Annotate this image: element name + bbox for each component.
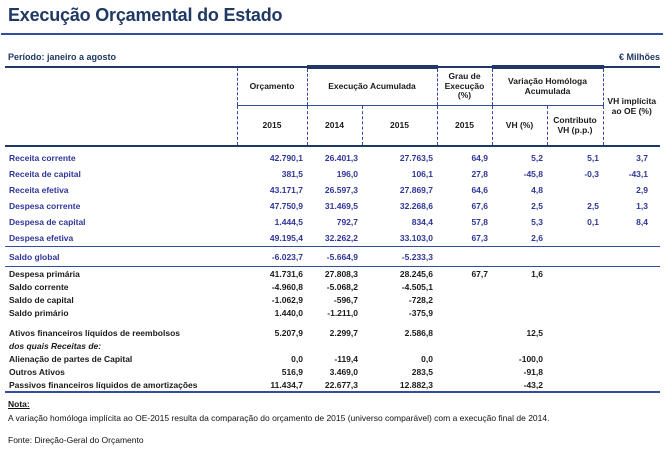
header-orcamento: Orçamento	[237, 67, 307, 106]
cell-execucao-2015: -5.233,3	[362, 247, 437, 267]
cell-orcamento-2015: -6.023,7	[237, 247, 307, 267]
cell-vh-implicita-oe	[603, 267, 660, 281]
cell-grau-execucao-2015	[437, 247, 492, 267]
cell-execucao-2015: 106,1	[411, 169, 433, 179]
cell-execucao-2015: 27.763,5	[399, 153, 433, 163]
spacer-row	[5, 319, 660, 326]
header-exec-2015: 2015	[362, 106, 437, 147]
cell-execucao-2015: 33.103,0	[399, 233, 433, 243]
cell-grau-execucao-2015	[437, 339, 492, 352]
cell-grau-execucao-2015: 57,8	[471, 217, 488, 227]
table-row	[5, 247, 660, 267]
cell-contributo-vh	[547, 182, 603, 198]
cell-execucao-2015	[362, 339, 437, 352]
cell-execucao-2015: -728,2	[408, 294, 433, 305]
cell-grau-execucao-2015	[437, 326, 492, 339]
cell-orcamento-2015: -1.062,9	[271, 294, 303, 305]
header-empty-cell	[5, 106, 237, 147]
cell-execucao-2015: -375,9	[408, 307, 433, 318]
cell-execucao-2014: 196,0	[336, 169, 358, 179]
cell-vh-implicita-oe	[603, 326, 660, 339]
cell-grau-execucao-2015	[437, 280, 492, 293]
cell-execucao-2014: -1.211,0	[327, 307, 358, 318]
table-header	[5, 67, 660, 146]
cell-vh-pct: -43,2	[492, 378, 547, 392]
page-title: Execução Orçamental do Estado	[8, 5, 283, 25]
table-row	[5, 293, 660, 306]
cell-grau-execucao-2015	[437, 306, 492, 319]
cell-vh-implicita-oe	[603, 365, 660, 378]
cell-vh-implicita-oe	[603, 293, 660, 306]
table-row	[5, 326, 660, 339]
header-empty-cell	[5, 67, 237, 106]
cell-vh-pct: 4,8	[531, 185, 543, 195]
cell-vh-pct: -100,0	[518, 353, 543, 364]
row-label: Despesa efetiva	[9, 233, 74, 243]
table-row	[5, 150, 660, 166]
cell-contributo-vh: 0,1	[587, 217, 599, 227]
header-execucao-acumulada: Execução Acumulada	[307, 67, 437, 106]
cell-contributo-vh	[547, 230, 603, 247]
cell-grau-execucao-2015	[437, 365, 492, 378]
table-row	[5, 280, 660, 293]
cell-execucao-2014: -596,7	[333, 294, 358, 305]
cell-execucao-2014: 32.262,2	[324, 233, 358, 243]
cell-vh-implicita-oe: -43,1	[628, 169, 648, 179]
cell-orcamento-2015: 381,5	[281, 169, 303, 179]
row-label: Despesa primária	[9, 268, 80, 279]
cell-vh-implicita-oe	[603, 247, 660, 267]
row-label: Receita corrente	[9, 153, 76, 163]
cell-execucao-2015: 283,5	[411, 366, 433, 377]
table-row	[5, 306, 660, 319]
header-grau-year: 2015	[437, 106, 492, 147]
cell-execucao-2014	[307, 339, 362, 352]
cell-execucao-2015: 2.586,8	[404, 327, 433, 338]
nota-text: A variação homóloga implícita ao OE-2015 resulta da comparação do orçamento de 2015 (universo comparável) com a execução final de 2014.	[8, 413, 550, 423]
table-row	[5, 166, 660, 182]
cell-execucao-2014: 22.677,3	[307, 378, 362, 392]
row-label: Receita efetiva	[9, 185, 69, 195]
table-body	[5, 146, 660, 392]
header-vh-pct: VH (%)	[492, 106, 547, 147]
table-row	[5, 352, 660, 365]
cell-vh-pct: 1,6	[531, 268, 543, 279]
header-variacao-homologa: Variação Homóloga Acumulada	[492, 67, 603, 106]
cell-grau-execucao-2015	[437, 352, 492, 365]
cell-orcamento-2015	[237, 339, 307, 352]
cell-vh-pct: -45,8	[523, 169, 543, 179]
budget-table	[5, 65, 660, 393]
cell-vh-pct	[492, 339, 547, 352]
cell-orcamento-2015: 11.434,7	[237, 378, 307, 392]
cell-contributo-vh	[547, 365, 603, 378]
cell-contributo-vh	[547, 326, 603, 339]
cell-vh-pct: 2,6	[531, 233, 543, 243]
cell-vh-implicita-oe: 8,4	[636, 217, 648, 227]
cell-contributo-vh	[547, 280, 603, 293]
table-row	[5, 198, 660, 214]
row-label: Saldo primário	[9, 307, 69, 318]
cell-execucao-2014: 26.597,3	[324, 185, 358, 195]
cell-grau-execucao-2015: 67,6	[471, 201, 488, 211]
table-row	[5, 365, 660, 378]
cell-vh-pct	[492, 293, 547, 306]
cell-vh-implicita-oe: 3,7	[636, 153, 648, 163]
cell-vh-implicita-oe	[603, 352, 660, 365]
cell-grau-execucao-2015	[437, 293, 492, 306]
header-grau-execucao: Grau de Execução (%)	[437, 67, 492, 106]
units-label: € Milhões	[618, 52, 660, 62]
cell-vh-implicita-oe	[603, 339, 660, 352]
cell-vh-implicita-oe: 1,3	[636, 201, 648, 211]
cell-contributo-vh: 5,1	[587, 153, 599, 163]
cell-execucao-2015: 27.869,7	[399, 185, 433, 195]
cell-orcamento-2015: 0,0	[291, 353, 303, 364]
title-rule	[1, 33, 663, 35]
header-exec-2014: 2014	[307, 106, 362, 147]
cell-orcamento-2015: 5.207,9	[274, 327, 303, 338]
cell-orcamento-2015: -4.960,8	[271, 281, 303, 292]
cell-execucao-2014: -5.068,2	[326, 281, 358, 292]
cell-orcamento-2015: 41.731,6	[269, 268, 303, 279]
cell-execucao-2014: 2.299,7	[329, 327, 358, 338]
row-label: Passivos financeiros líquidos de amortizações	[5, 378, 237, 392]
cell-contributo-vh	[547, 267, 603, 281]
cell-vh-pct: 5,2	[531, 153, 543, 163]
row-label: dos quais Receitas de:	[9, 340, 102, 351]
cell-contributo-vh	[547, 247, 603, 267]
table-row	[5, 378, 660, 392]
period-label: Período: janeiro a agosto	[8, 52, 117, 62]
cell-execucao-2015: -4.505,1	[401, 281, 433, 292]
period-bar	[8, 52, 660, 62]
cell-vh-implicita-oe	[603, 230, 660, 247]
cell-contributo-vh	[547, 306, 603, 319]
cell-execucao-2015: 0,0	[421, 353, 433, 364]
cell-orcamento-2015: 1.440,0	[274, 307, 303, 318]
cell-execucao-2014: 31.469,5	[324, 201, 358, 211]
cell-execucao-2014: -5.664,9	[307, 247, 362, 267]
table-row	[5, 182, 660, 198]
table-row	[5, 339, 660, 352]
cell-grau-execucao-2015	[437, 378, 492, 392]
cell-orcamento-2015: 49.195,4	[269, 233, 303, 243]
table-row	[5, 230, 660, 247]
cell-grau-execucao-2015: 27,8	[471, 169, 488, 179]
row-label: Ativos financeiros líquidos de reembolsos	[9, 327, 180, 338]
row-label: Saldo global	[5, 247, 237, 267]
cell-execucao-2014: 26.401,3	[324, 153, 358, 163]
header-orcamento-year: 2015	[237, 106, 307, 147]
cell-vh-pct: 12,5	[526, 327, 543, 338]
row-label: Alienação de partes de Capital	[9, 353, 133, 364]
row-label: Saldo de capital	[9, 294, 74, 305]
cell-execucao-2015: 12.882,3	[362, 378, 437, 392]
cell-execucao-2014: 27.808,3	[324, 268, 358, 279]
cell-vh-implicita-oe	[603, 280, 660, 293]
cell-execucao-2015: 834,4	[411, 217, 433, 227]
cell-vh-implicita-oe: 2,9	[636, 185, 648, 195]
cell-orcamento-2015: 42.790,1	[269, 153, 303, 163]
cell-contributo-vh	[547, 378, 603, 392]
cell-contributo-vh: -0,3	[584, 169, 599, 179]
cell-execucao-2014: 3.469,0	[329, 366, 358, 377]
row-label: Despesa de capital	[9, 217, 86, 227]
cell-execucao-2015: 28.245,6	[399, 268, 433, 279]
cell-grau-execucao-2015: 64,6	[471, 185, 488, 195]
row-label: Receita de capital	[9, 169, 81, 179]
row-label: Saldo corrente	[9, 281, 69, 292]
cell-vh-pct	[492, 247, 547, 267]
cell-vh-implicita-oe	[603, 306, 660, 319]
cell-orcamento-2015: 47.750,9	[269, 201, 303, 211]
cell-execucao-2015: 32.268,6	[399, 201, 433, 211]
header-contributo-vh: Contributo VH (p.p.)	[547, 106, 603, 147]
cell-contributo-vh	[547, 352, 603, 365]
cell-contributo-vh	[547, 339, 603, 352]
cell-execucao-2014: -119,4	[334, 353, 358, 364]
header-vh-implicita: VH implícita ao OE (%)	[603, 67, 660, 146]
table-row	[5, 267, 660, 281]
cell-grau-execucao-2015: 67,3	[471, 233, 488, 243]
fonte-label: Fonte: Direção-Geral do Orçamento	[8, 435, 144, 445]
cell-vh-pct	[492, 280, 547, 293]
cell-orcamento-2015: 43.171,7	[269, 185, 303, 195]
cell-orcamento-2015: 516,9	[281, 366, 303, 377]
cell-vh-pct: -91,8	[523, 366, 543, 377]
cell-vh-pct: 2,5	[531, 201, 543, 211]
cell-contributo-vh: 2,5	[587, 201, 599, 211]
spacer-cell	[5, 319, 660, 326]
cell-vh-implicita-oe	[603, 378, 660, 392]
cell-contributo-vh	[547, 293, 603, 306]
cell-orcamento-2015: 1.444,5	[274, 217, 303, 227]
cell-execucao-2014: 792,7	[336, 217, 358, 227]
row-label: Outros Ativos	[9, 366, 65, 377]
cell-vh-pct: 5,3	[531, 217, 543, 227]
cell-grau-execucao-2015: 67,7	[471, 268, 488, 279]
cell-grau-execucao-2015: 64,9	[471, 153, 488, 163]
row-label: Despesa corrente	[9, 201, 81, 211]
table-row	[5, 214, 660, 230]
cell-vh-pct	[492, 306, 547, 319]
nota-label: Nota:	[8, 399, 30, 409]
